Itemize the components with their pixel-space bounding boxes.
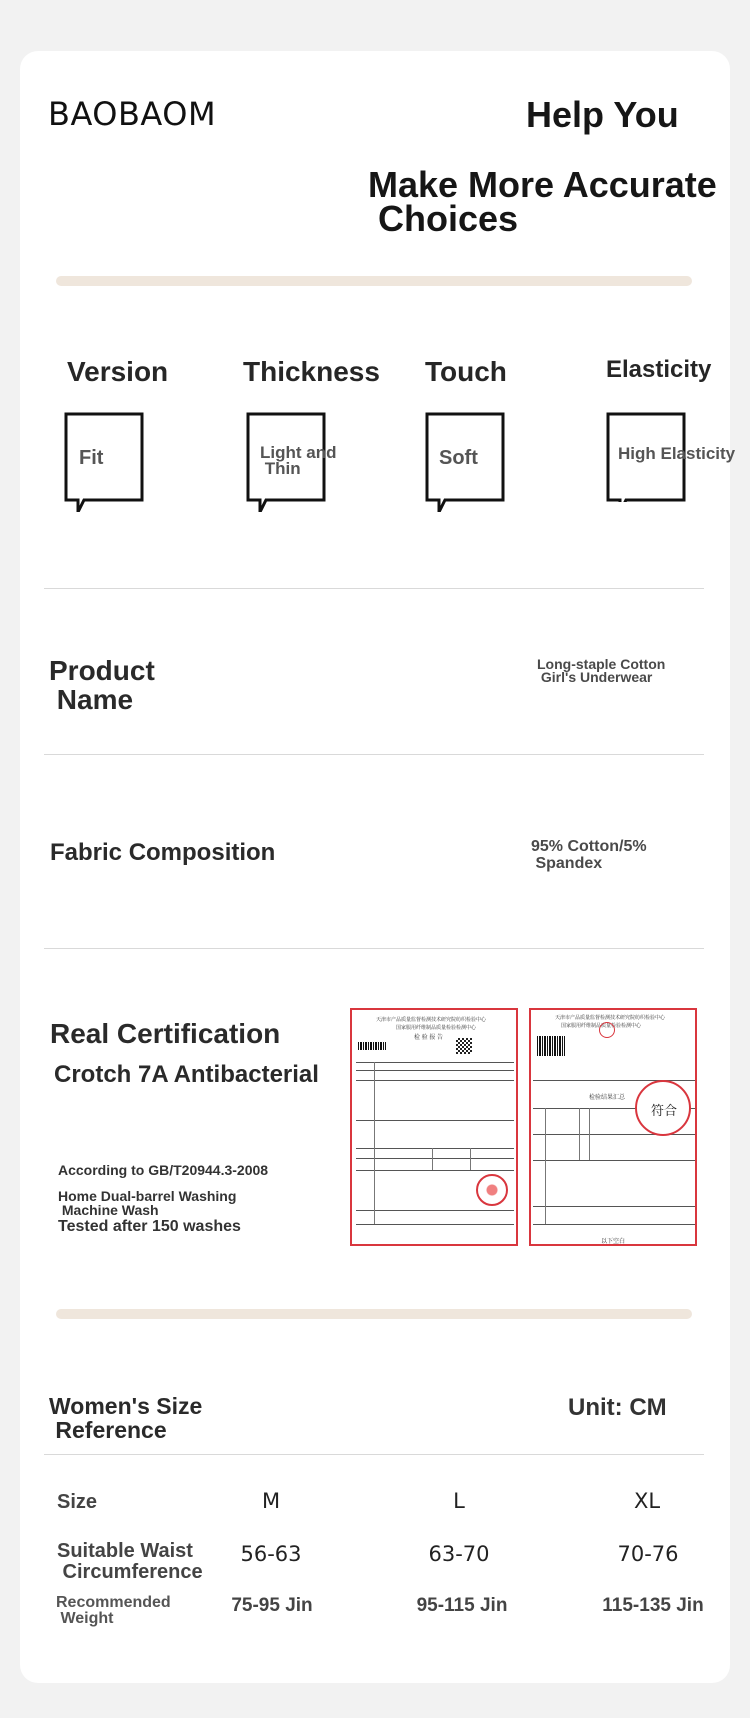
product-name-label: Product Name [49, 655, 155, 715]
waist-cell: 63-70 [428, 1542, 490, 1566]
weight-row-label: Recommended Weight [56, 1594, 171, 1627]
feature-value-touch: Soft [439, 447, 478, 469]
weight-cell: 95-115 Jin [416, 1595, 508, 1616]
seal-stamp-icon [476, 1174, 508, 1206]
size-cell: XL [633, 1489, 661, 1513]
certification-title: Real Certification [50, 1018, 281, 1049]
weight-cell: 115-135 Jin [602, 1595, 704, 1616]
feature-value-thickness: Light and Thin [260, 443, 337, 478]
speech-bubble-icon [425, 412, 503, 502]
certification-subtitle: Crotch 7A Antibacterial [54, 1061, 319, 1088]
feature-title-touch: Touch [425, 356, 507, 387]
divider-line [44, 588, 704, 589]
divider-line [44, 1454, 704, 1455]
test-report-image: 天津市产品质量监督检测技术研究院纺织检验中心 国家服用纤维制品质量检验检测中心 检 验 报 告 [350, 1008, 518, 1246]
highlight-circle: 符合 [635, 1080, 691, 1136]
feature-title-elasticity: Elasticity [606, 356, 712, 383]
feature-value-elasticity: High Elasticity [618, 444, 736, 463]
fabric-value: 95% Cotton/5% Spandex [531, 838, 647, 872]
size-cell: L [453, 1489, 465, 1513]
headline-line2: Make More Accurate Choices [368, 164, 717, 239]
size-reference-title: Women's Size Reference [49, 1393, 203, 1443]
headline-line1: Help You [526, 94, 679, 135]
waist-cell: 70-76 [617, 1542, 679, 1566]
fabric-label: Fabric Composition [50, 839, 276, 866]
size-cell: M [261, 1489, 281, 1513]
brand-logo: BAOBAOM [48, 95, 217, 133]
certification-tested: Tested after 150 washes [58, 1218, 241, 1235]
waist-row-label: Suitable Waist Circumference [57, 1540, 203, 1583]
feature-title-version: Version [67, 356, 169, 387]
waist-cell: 56-63 [240, 1542, 302, 1566]
product-name-value: Long-staple Cotton Girl's Underwear [537, 656, 666, 685]
speech-bubble-icon [606, 412, 750, 502]
divider-line [44, 948, 704, 949]
seal-stamp-icon [599, 1022, 615, 1038]
feature-value-version: Fit [79, 447, 104, 469]
certification-method: Home Dual-barrel Washing Machine Wash [58, 1188, 237, 1218]
divider-bar [56, 1309, 692, 1319]
size-row-label: Size [57, 1491, 98, 1513]
speech-bubble-icon [246, 412, 337, 502]
divider-bar [56, 276, 692, 286]
test-summary-image: 天津市产品质量监督检测技术研究院纺织检验中心 国家服用纤维制品质量检验检测中心 检验结果汇总 符合 以下空白 [529, 1008, 697, 1246]
feature-title-thickness: Thickness [243, 356, 380, 387]
certification-standard: According to GB/T20944.3-2008 [58, 1162, 269, 1178]
unit-label: Unit: CM [568, 1394, 667, 1421]
weight-cell: 75-95 Jin [231, 1595, 313, 1616]
speech-bubble-icon [64, 412, 142, 502]
divider-line [44, 754, 704, 755]
